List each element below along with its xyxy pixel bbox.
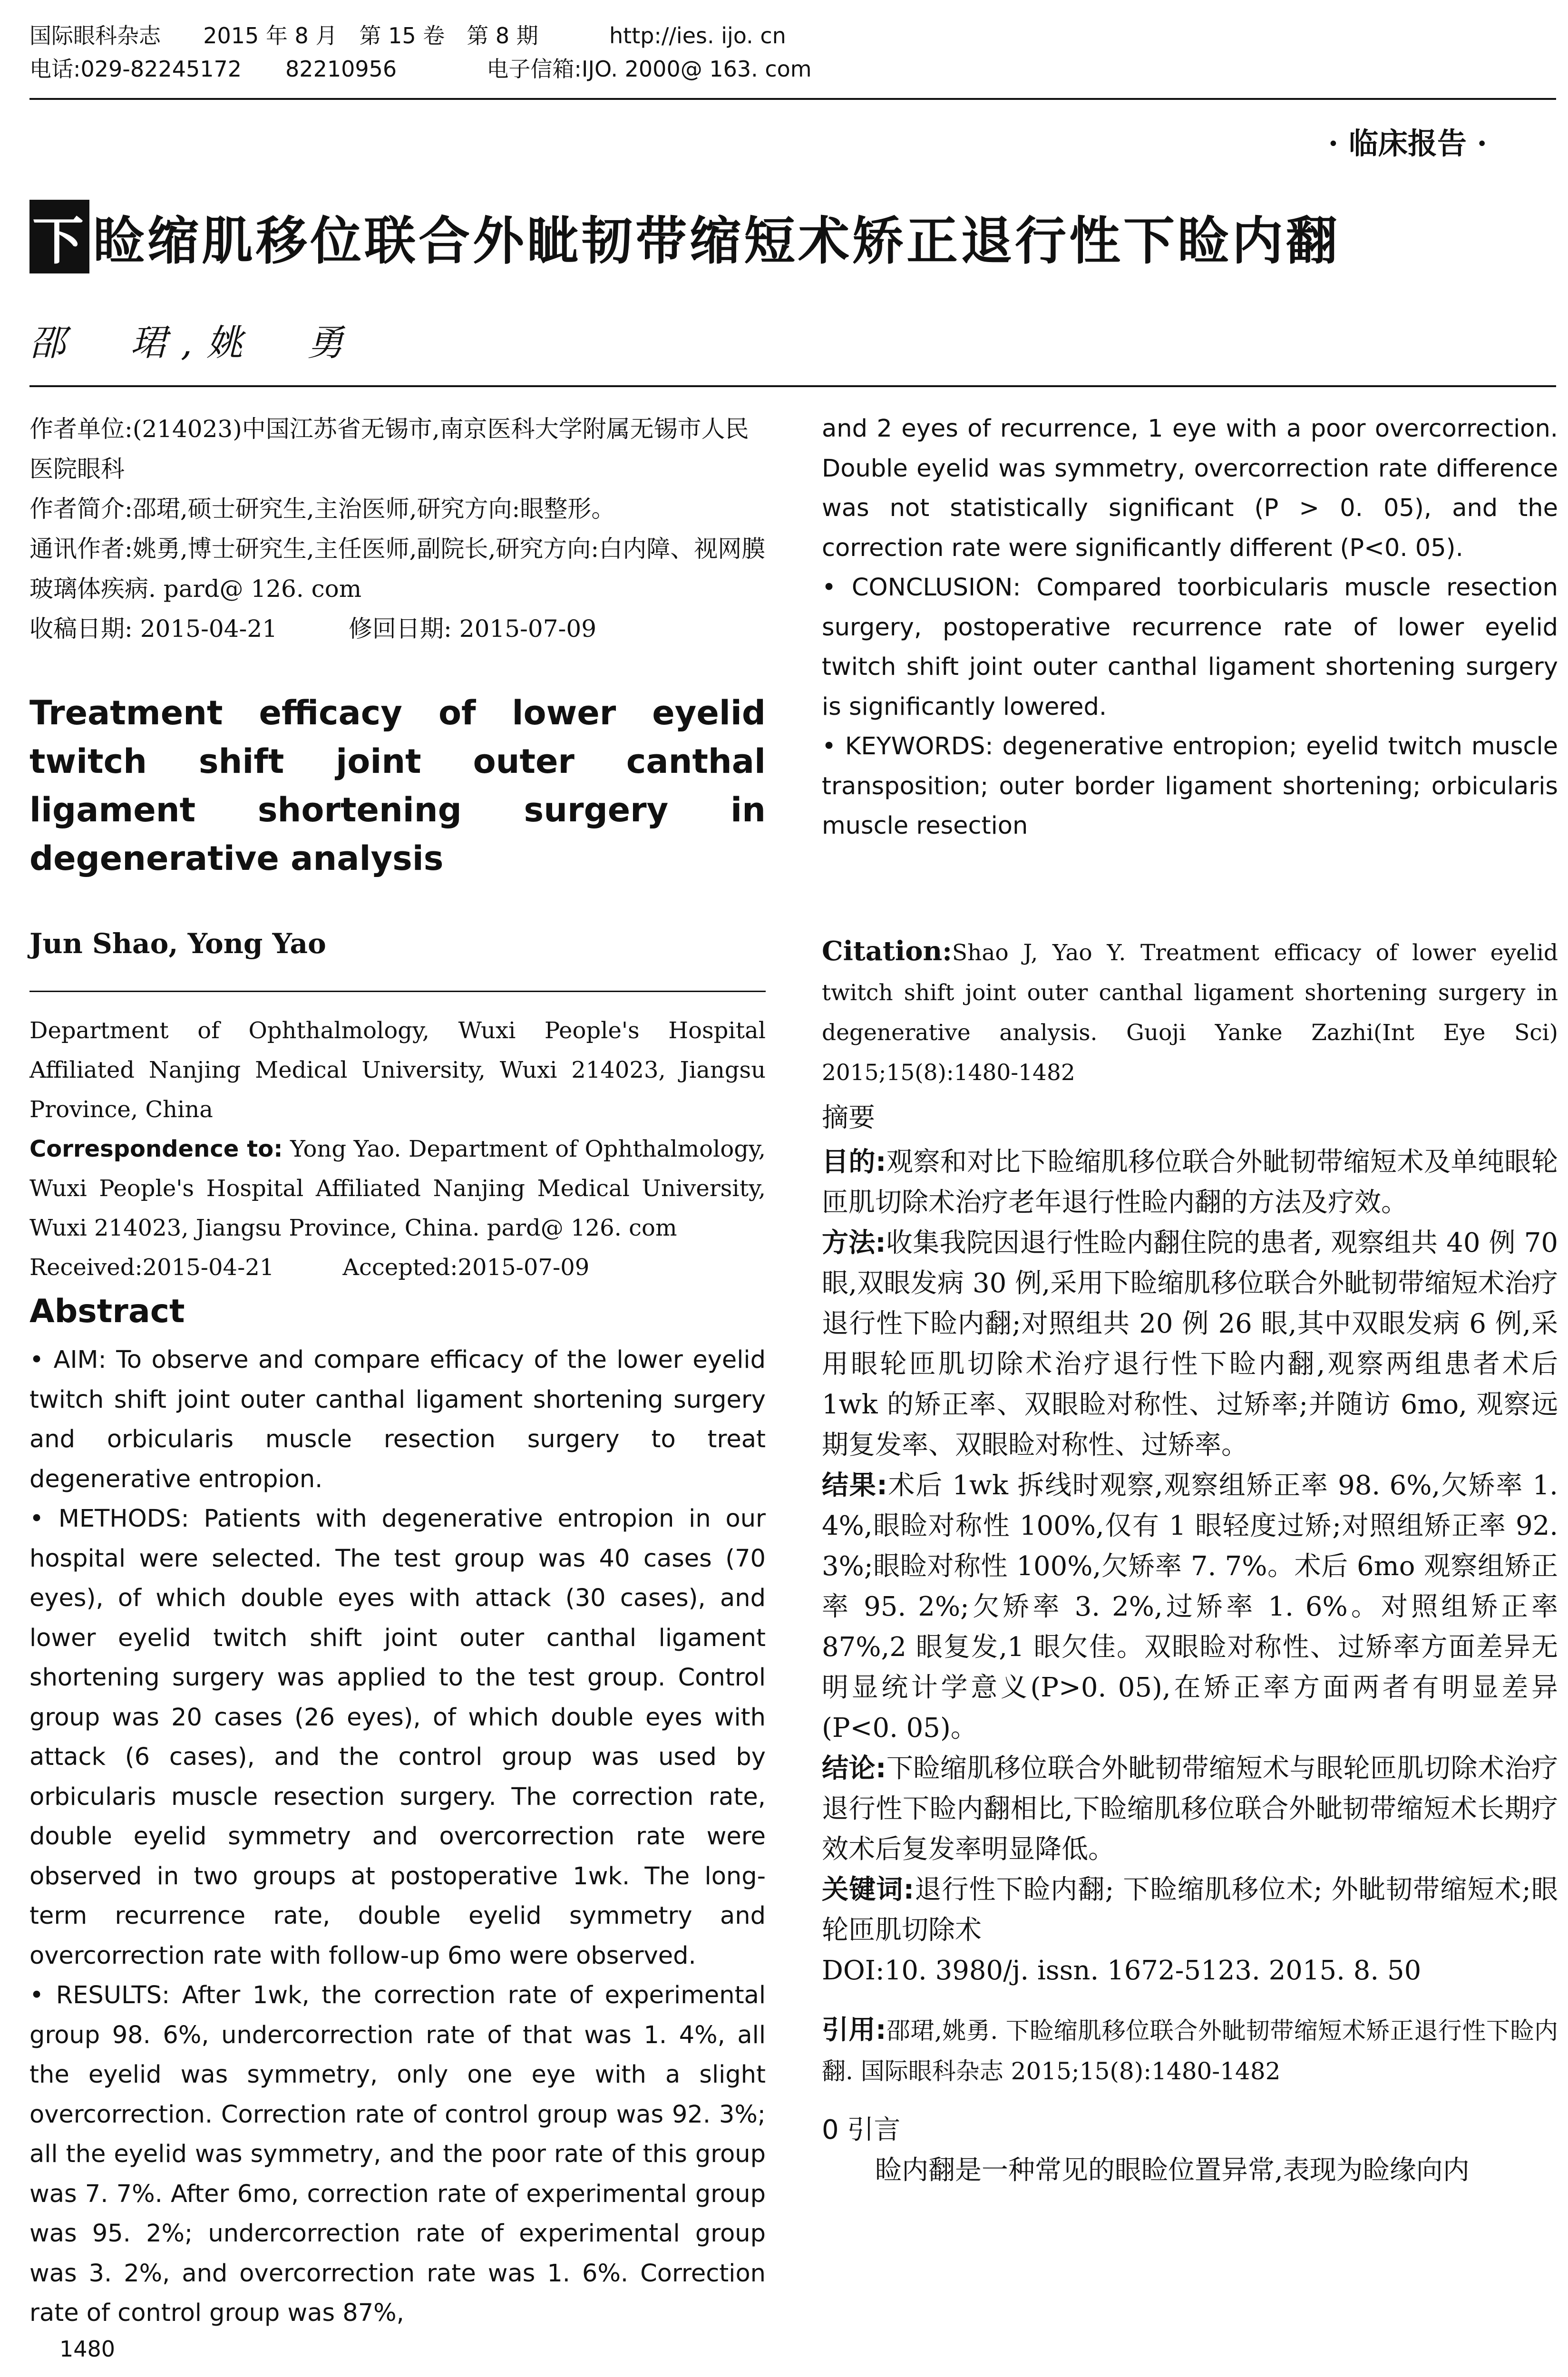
author-unit: 作者单位:(214023)中国江苏省无锡市,南京医科大学附属无锡市人民医院眼科 (29, 415, 749, 483)
affiliation-dept: Department of Ophthalmology, Wuxi People's Hospital Affiliated Nanjing Medical University, Wuxi 214023, Jiangsu Province, China (29, 1017, 766, 1123)
cn-cite-text: 邵珺,姚勇. 下睑缩肌移位联合外眦韧带缩短术矫正退行性下睑内翻. 国际眼科杂志 2015;15(8):1480-1482 (822, 2017, 1558, 2085)
abstract-results (29, 1976, 766, 2333)
keywords-text: degenerative entropion; eyelid twitch muscle transposition; outer border ligament shortening; orbicularis muscle resection (822, 732, 1558, 840)
cn-keywords (822, 1870, 1558, 1950)
cn-aim-text: 观察和对比下睑缩肌移位联合外眦韧带缩短术及单纯眼轮匝肌切除术治疗老年退行性睑内翻的方法及疗效。 (822, 1147, 1558, 1218)
issue-info: 2015 年 8 月 第 15 卷 第 8 期 (203, 23, 538, 49)
aim-label: • AIM: (29, 1346, 107, 1374)
cn-methods (822, 1223, 1558, 1465)
doi[interactable]: DOI:10. 3980/j. issn. 1672-5123. 2015. 8. 50 (822, 1955, 1422, 1986)
author-info-cn (29, 409, 766, 649)
conclusion-text: Compared toorbicularis muscle resection surgery, postoperative recurrence rate of lower eyelid twitch shift joint outer canthal ligament shortening surgery is significantly lowered. (822, 574, 1558, 721)
page-number: 1480 (59, 2336, 116, 2362)
correspondence (29, 1130, 766, 1248)
citation-text: Shao J, Yao Y. Treatment efficacy of lower eyelid twitch shift joint outer canthal ligament shortening surgery in degenerative analysis. Guoji Yanke Zazhi(Int Eye Sci) 2015;15(8):1480-1482 (822, 940, 1558, 1086)
cn-keywords-text: 退行性下睑内翻; 下睑缩肌移位术; 外眦韧带缩短术;眼轮匝肌切除术 (822, 1874, 1558, 1946)
conclusion-label: • CONCLUSION: (822, 574, 1021, 602)
affiliation (29, 1011, 766, 1287)
header-rule (29, 98, 1556, 100)
intro-text: 睑内翻是一种常见的眼睑位置异常,表现为睑缘向内 (875, 2155, 1470, 2186)
cn-aim (822, 1142, 1558, 1223)
keywords-label: • KEYWORDS: (822, 732, 993, 760)
phone: 电话:029-82245172 82210956 (29, 56, 397, 82)
english-title: Treatment efficacy of lower eyelid twitch shift joint outer canthal ligament shortening surgery in degenerative analysis (29, 693, 766, 878)
methods-label: • METHODS: (29, 1505, 189, 1533)
cn-methods-text: 收集我院因退行性睑内翻住院的患者, 观察组共 40 例 70 眼,双眼发病 30 例,采用下睑缩肌移位联合外眦韧带缩短术治疗退行性下睑内翻;对照组共 20 例 26 眼,其中双眼发病 6 例,采用眼轮匝肌切除术治疗退行性下睑内翻,观察两组患者术后 1wk 的矫正率、双眼睑对称性、过矫率;并随访 6mo, 观察远期复发率、双眼睑对称性、过矫率。 (822, 1227, 1558, 1461)
abstract-results-continued: and 2 eyes of recurrence, 1 eye with a poor overcorrection. Double eyelid was symmetry, overcorrection rate difference was not statistically significant (P > 0. 05), and the correction rate were significantly different (P<0. 05). (822, 415, 1558, 562)
cn-conclusion (822, 1748, 1558, 1870)
correspondence-text: Yong Yao. Department of Ophthalmology, Wuxi People's Hospital Affiliated Nanjing Medical University, Wuxi 214023, Jiangsu Province, China. pard@ 126. com (29, 1136, 766, 1241)
title-text: 睑缩肌移位联合外眦韧带缩短术矫正退行性下睑内翻 (93, 212, 1341, 271)
corresponding-author: 通讯作者:姚勇,博士研究生,主任医师,副院长,研究方向:白内障、视网膜玻璃体疾病. pard@ 126. com (29, 535, 766, 603)
cn-conclusion-label: 结论: (822, 1753, 886, 1784)
author-bio: 作者简介:邵珺,硕士研究生,主治医师,研究方向:眼整形。 (29, 495, 615, 523)
cn-results-text: 术后 1wk 拆线时观察,观察组矫正率 98. 6%,欠矫率 1. 4%,眼睑对称性 100%,仅有 1 眼轻度过矫;对照组矫正率 92. 3%;眼睑对称性 100%,欠矫率 7. 7%。术后 6mo 观察组矫正率 95. 2%;欠矫率 3. 2%,过矫率 1. 6%。对照组矫正率 87%,2 眼复发,1 眼欠佳。双眼睑对称性、过矫率方面差异无明显统计学意义(P>0. 05),在矫正率方面两者有明显差异(P<0. 05)。 (822, 1470, 1558, 1744)
cn-keywords-label: 关键词: (822, 1874, 914, 1905)
en-authors-rule (29, 991, 766, 992)
title-initial: 下 (29, 200, 89, 273)
authors-cn: 邵 珺,姚 勇 (29, 321, 358, 364)
authors-rule (29, 385, 1556, 387)
dates-cn: 收稿日期: 2015-04-21 修回日期: 2015-07-09 (29, 615, 597, 643)
cn-methods-label: 方法: (822, 1227, 886, 1258)
results-text: After 1wk, the correction rate of experimental group 98. 6%, undercorrection rate of that was 1. 4%, all the eyelid was symmetry, only one eye with a slight overcorrection. Correction rate of control group was 92. 3%; all the eyelid was symmetry, and the poor rate of this group was 7. 7%. After 6mo, correction rate of experimental group was 95. 2%; undercorrection rate of experimental group was 3. 2%, and overcorrection rate was 1. 6%. Correction rate of control group was 87%, (29, 1981, 766, 2327)
correspondence-label: Correspondence to: (29, 1136, 283, 1162)
abstract-body-right (822, 409, 1558, 846)
article-title (29, 200, 1340, 273)
results-label: • RESULTS: (29, 1981, 170, 2009)
abstract-methods (29, 1499, 766, 1976)
received-accepted: Received:2015-04-21 Accepted:2015-07-09 (29, 1254, 590, 1281)
abstract-cn-heading: 摘要 (822, 1102, 875, 1133)
abstract-cn (822, 1098, 1558, 2191)
aim-text: To observe and compare efficacy of the lower eyelid twitch shift joint outer canthal ligament shortening surgery and orbicularis muscle resection surgery to treat degenerative entropion. (29, 1346, 766, 1493)
abstract-conclusion (822, 568, 1558, 727)
english-authors: Jun Shao, Yong Yao (29, 927, 326, 960)
abstract-aim (29, 1340, 766, 1499)
section-tag: · 临床报告 · (1328, 126, 1487, 161)
cn-results-label: 结果: (822, 1470, 887, 1501)
cn-aim-label: 目的: (822, 1147, 886, 1178)
methods-text: Patients with degenerative entropion in our hospital were selected. The test group was 40 cases (70 eyes), of which double eyes with attack (30 cases), and lower eyelid twitch shift joint outer canthal ligament shortening surgery was applied to the test group. Control group was 20 cases (26 eyes), of which double eyes with attack (6 cases), and the control group was used by orbicularis muscle resection surgery. The correction rate, double eyelid symmetry and overcorrection rate were observed in two groups at postoperative 1wk. The long-term recurrence rate, double eyelid symmetry and overcorrection rate with follow-up 6mo were observed. (29, 1505, 766, 1970)
cn-results (822, 1465, 1558, 1748)
abstract-body-left (29, 1340, 766, 2333)
email[interactable]: 电子信箱:IJO. 2000@ 163. com (487, 56, 812, 82)
abstract-keywords (822, 727, 1558, 846)
cn-cite (822, 2010, 1558, 2092)
citation-en (822, 931, 1558, 1093)
cn-cite-label: 引用: (822, 2015, 886, 2046)
cn-conclusion-text: 下睑缩肌移位联合外眦韧带缩短术与眼轮匝肌切除术治疗退行性下睑内翻相比,下睑缩肌移位联合外眦韧带缩短术长期疗效术后复发率明显降低。 (822, 1753, 1558, 1865)
running-header (29, 19, 1551, 86)
journal-name: 国际眼科杂志 (29, 23, 161, 49)
intro-heading: 0 引言 (822, 2114, 901, 2145)
citation-label: Citation: (822, 935, 952, 967)
abstract-heading: Abstract (29, 1293, 185, 1330)
journal-url[interactable]: http://ies. ijo. cn (609, 23, 786, 49)
